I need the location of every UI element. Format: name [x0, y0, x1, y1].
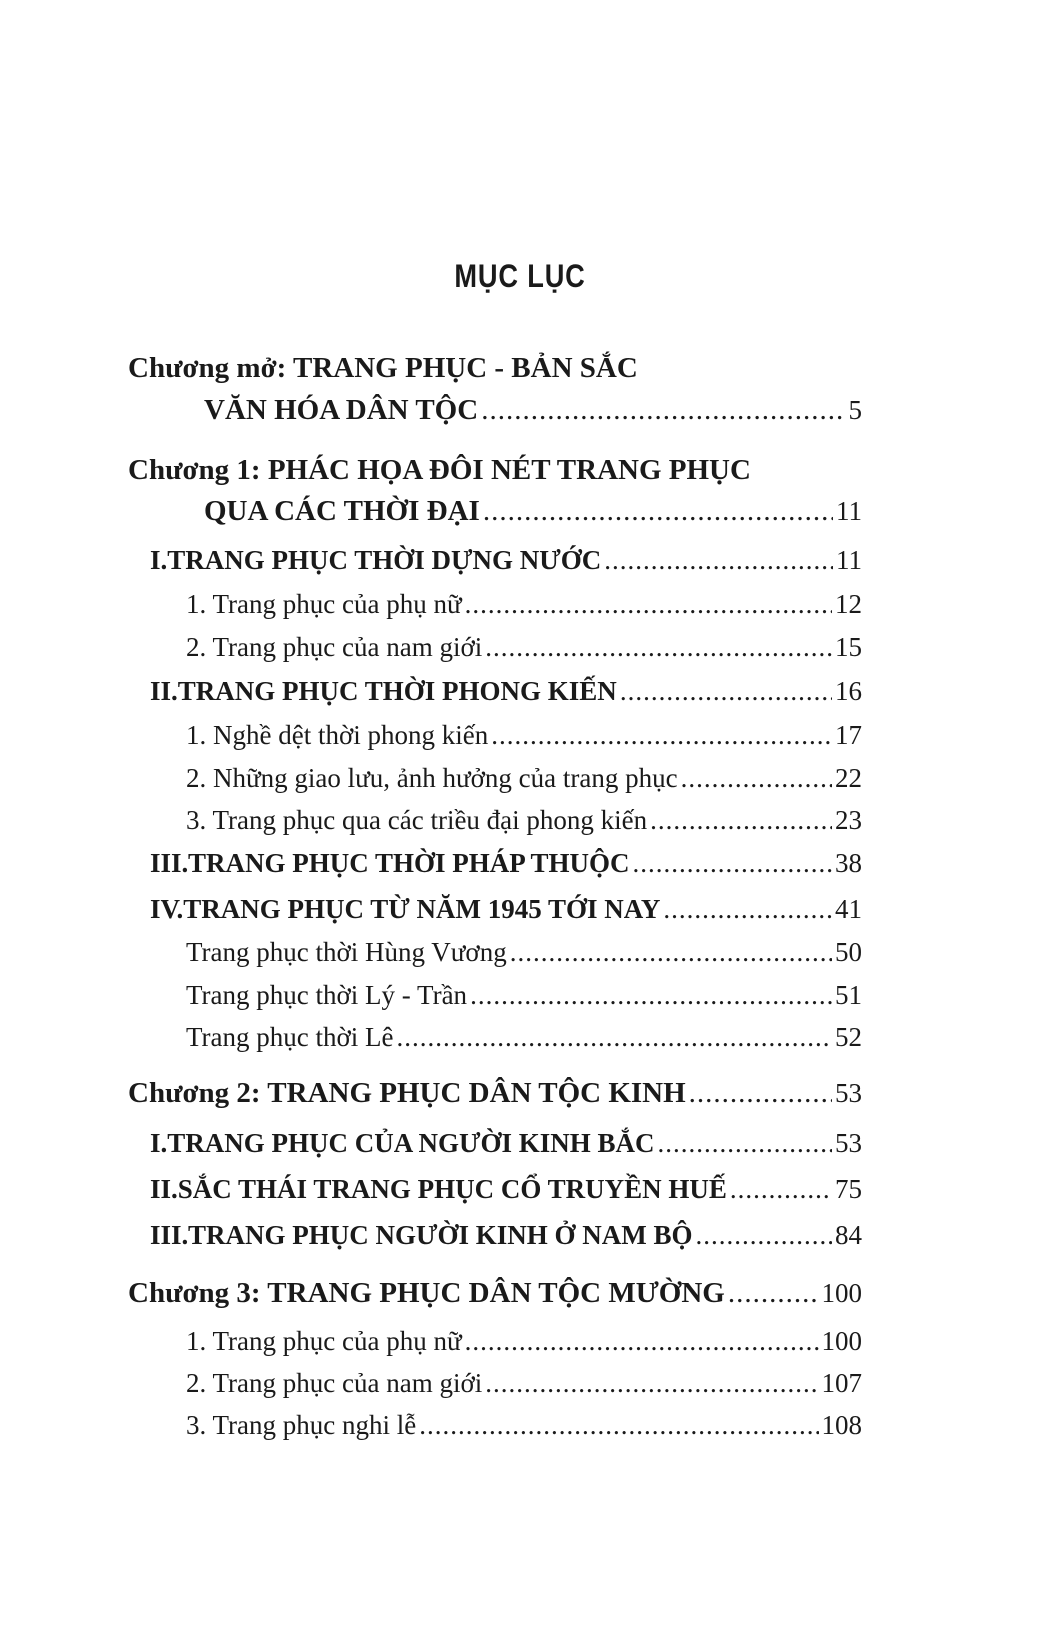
toc-entry-label: 1. Nghề dệt thời phong kiến	[186, 720, 489, 750]
toc-entry-label: TRANG PHỤC CỦA NGƯỜI KINH BẮC	[167, 1128, 655, 1158]
toc-page-number: 50	[835, 937, 862, 967]
toc-subsection	[186, 1328, 862, 1355]
toc-page-number: 53	[835, 1128, 862, 1158]
toc-page-number: 5	[848, 395, 862, 425]
toc-entry-label: TRANG PHỤC THỜI PHONG KIẾN	[177, 676, 617, 706]
dot-leader	[728, 1279, 819, 1308]
dot-leader	[465, 1328, 819, 1355]
toc-entry-label: Chương mở: TRANG PHỤC - BẢN SẮC	[128, 352, 638, 384]
toc-subsection	[186, 982, 862, 1009]
toc-page-number: 100	[821, 1278, 862, 1308]
toc-page-number: 53	[835, 1078, 862, 1108]
toc-chapter-2	[128, 1079, 862, 1108]
toc-page-number: 41	[835, 894, 862, 924]
dot-leader	[481, 396, 845, 425]
toc-page-number: 23	[835, 805, 862, 835]
dot-leader	[465, 591, 832, 618]
toc-entry-label: TRANG PHỤC TỪ NĂM 1945 TỚI NAY	[183, 894, 661, 924]
toc-subsection	[186, 591, 862, 618]
toc-entry-label: SẮC THÁI TRANG PHỤC CỔ TRUYỀN HUẾ	[177, 1174, 727, 1204]
toc-chapter-intro-line2	[204, 396, 862, 425]
toc-subsection	[186, 722, 862, 749]
dot-leader	[397, 1024, 832, 1051]
dot-leader	[689, 1079, 832, 1108]
toc-page-number: 38	[835, 848, 862, 878]
toc-section	[150, 1176, 862, 1203]
toc-page-number: 16	[835, 676, 862, 706]
toc-subsection	[186, 1024, 862, 1051]
toc-entry-label: Chương 1: PHÁC HỌA ĐÔI NÉT TRANG PHỤC	[128, 454, 751, 486]
dot-leader	[696, 1222, 833, 1249]
toc-section	[150, 1130, 862, 1157]
toc-entry-label: TRANG PHỤC THỜI DỰNG NƯỚC	[167, 545, 602, 575]
toc-entry-label: 1. Trang phục của phụ nữ	[186, 589, 462, 619]
toc-entry-label: Trang phục thời Lý - Trần	[186, 980, 468, 1010]
toc-section	[150, 850, 862, 877]
toc-entry-label: Chương 2: TRANG PHỤC DÂN TỘC KINH	[128, 1077, 686, 1109]
toc-subsection	[186, 807, 862, 834]
toc-entry-label: 1. Trang phục của phụ nữ	[186, 1326, 462, 1356]
toc-entry-label: 2. Trang phục của nam giới	[186, 632, 483, 662]
toc-section-number: I.	[150, 1128, 168, 1158]
dot-leader	[663, 896, 832, 923]
dot-leader	[604, 547, 833, 574]
toc-page-number: 11	[836, 545, 862, 575]
toc-entry-label: 2. Trang phục của nam giới	[186, 1368, 483, 1398]
toc-page-number: 84	[835, 1220, 862, 1250]
toc-entry-label: VĂN HÓA DÂN TỘC	[204, 394, 479, 426]
toc-chapter-1-line1	[128, 456, 751, 485]
toc-entry-label: TRANG PHỤC NGƯỜI KINH Ở NAM BỘ	[188, 1220, 693, 1250]
toc-section	[150, 678, 862, 705]
toc-entry-label: 3. Trang phục nghi lễ	[186, 1410, 417, 1440]
toc-section	[150, 1222, 862, 1249]
dot-leader	[730, 1176, 832, 1203]
toc-page-number: 100	[821, 1326, 862, 1356]
toc-section	[150, 896, 862, 923]
toc-page-number: 15	[835, 632, 862, 662]
toc-entry-label: 3. Trang phục qua các triều đại phong kiến	[186, 805, 648, 835]
toc-entry-label: Trang phục thời Hùng Vương	[186, 937, 507, 967]
dot-leader	[658, 1130, 832, 1157]
toc-page-number: 107	[821, 1368, 862, 1398]
dot-leader	[650, 807, 832, 834]
toc-section-number: IV.	[150, 894, 184, 924]
toc-page-number: 12	[835, 589, 862, 619]
toc-section-number: III.	[150, 848, 189, 878]
toc-entry-label: Trang phục thời Lê	[186, 1022, 394, 1052]
toc-section-number: III.	[150, 1220, 189, 1250]
toc-section-number: I.	[150, 545, 168, 575]
toc-subsection	[186, 1370, 862, 1397]
dot-leader	[483, 497, 833, 526]
dot-leader	[620, 678, 832, 705]
toc-page-number: 75	[835, 1174, 862, 1204]
toc-page-number: 52	[835, 1022, 862, 1052]
dot-leader	[485, 1370, 818, 1397]
toc-entry-label: 2. Những giao lưu, ảnh hưởng của trang phục	[186, 763, 678, 793]
toc-entry-label: TRANG PHỤC THỜI PHÁP THUỘC	[188, 848, 630, 878]
toc-page-number: 22	[835, 763, 862, 793]
toc-chapter-3	[128, 1279, 862, 1308]
toc-page-number: 51	[835, 980, 862, 1010]
toc-page-number: 17	[835, 720, 862, 750]
dot-leader	[633, 850, 832, 877]
dot-leader	[510, 939, 832, 966]
toc-page-number: 108	[821, 1410, 862, 1440]
page-title: MỤC LỤC	[454, 258, 586, 294]
toc-section	[150, 547, 862, 574]
dot-leader	[681, 765, 832, 792]
toc-subsection	[186, 939, 862, 966]
toc-subsection	[186, 1412, 862, 1439]
toc-subsection	[186, 634, 862, 661]
toc-subsection	[186, 765, 862, 792]
dot-leader	[470, 982, 832, 1009]
toc-chapter-1-line2	[204, 497, 862, 526]
toc-page-number: 11	[836, 496, 862, 526]
toc-section-number: II.	[150, 676, 178, 706]
toc-entry-label: QUA CÁC THỜI ĐẠI	[204, 495, 480, 527]
dot-leader	[485, 634, 832, 661]
toc-section-number: II.	[150, 1174, 178, 1204]
toc-entry-label: Chương 3: TRANG PHỤC DÂN TỘC MƯỜNG	[128, 1277, 725, 1309]
dot-leader	[491, 722, 832, 749]
toc-chapter-intro-line1	[128, 354, 638, 383]
dot-leader	[419, 1412, 818, 1439]
